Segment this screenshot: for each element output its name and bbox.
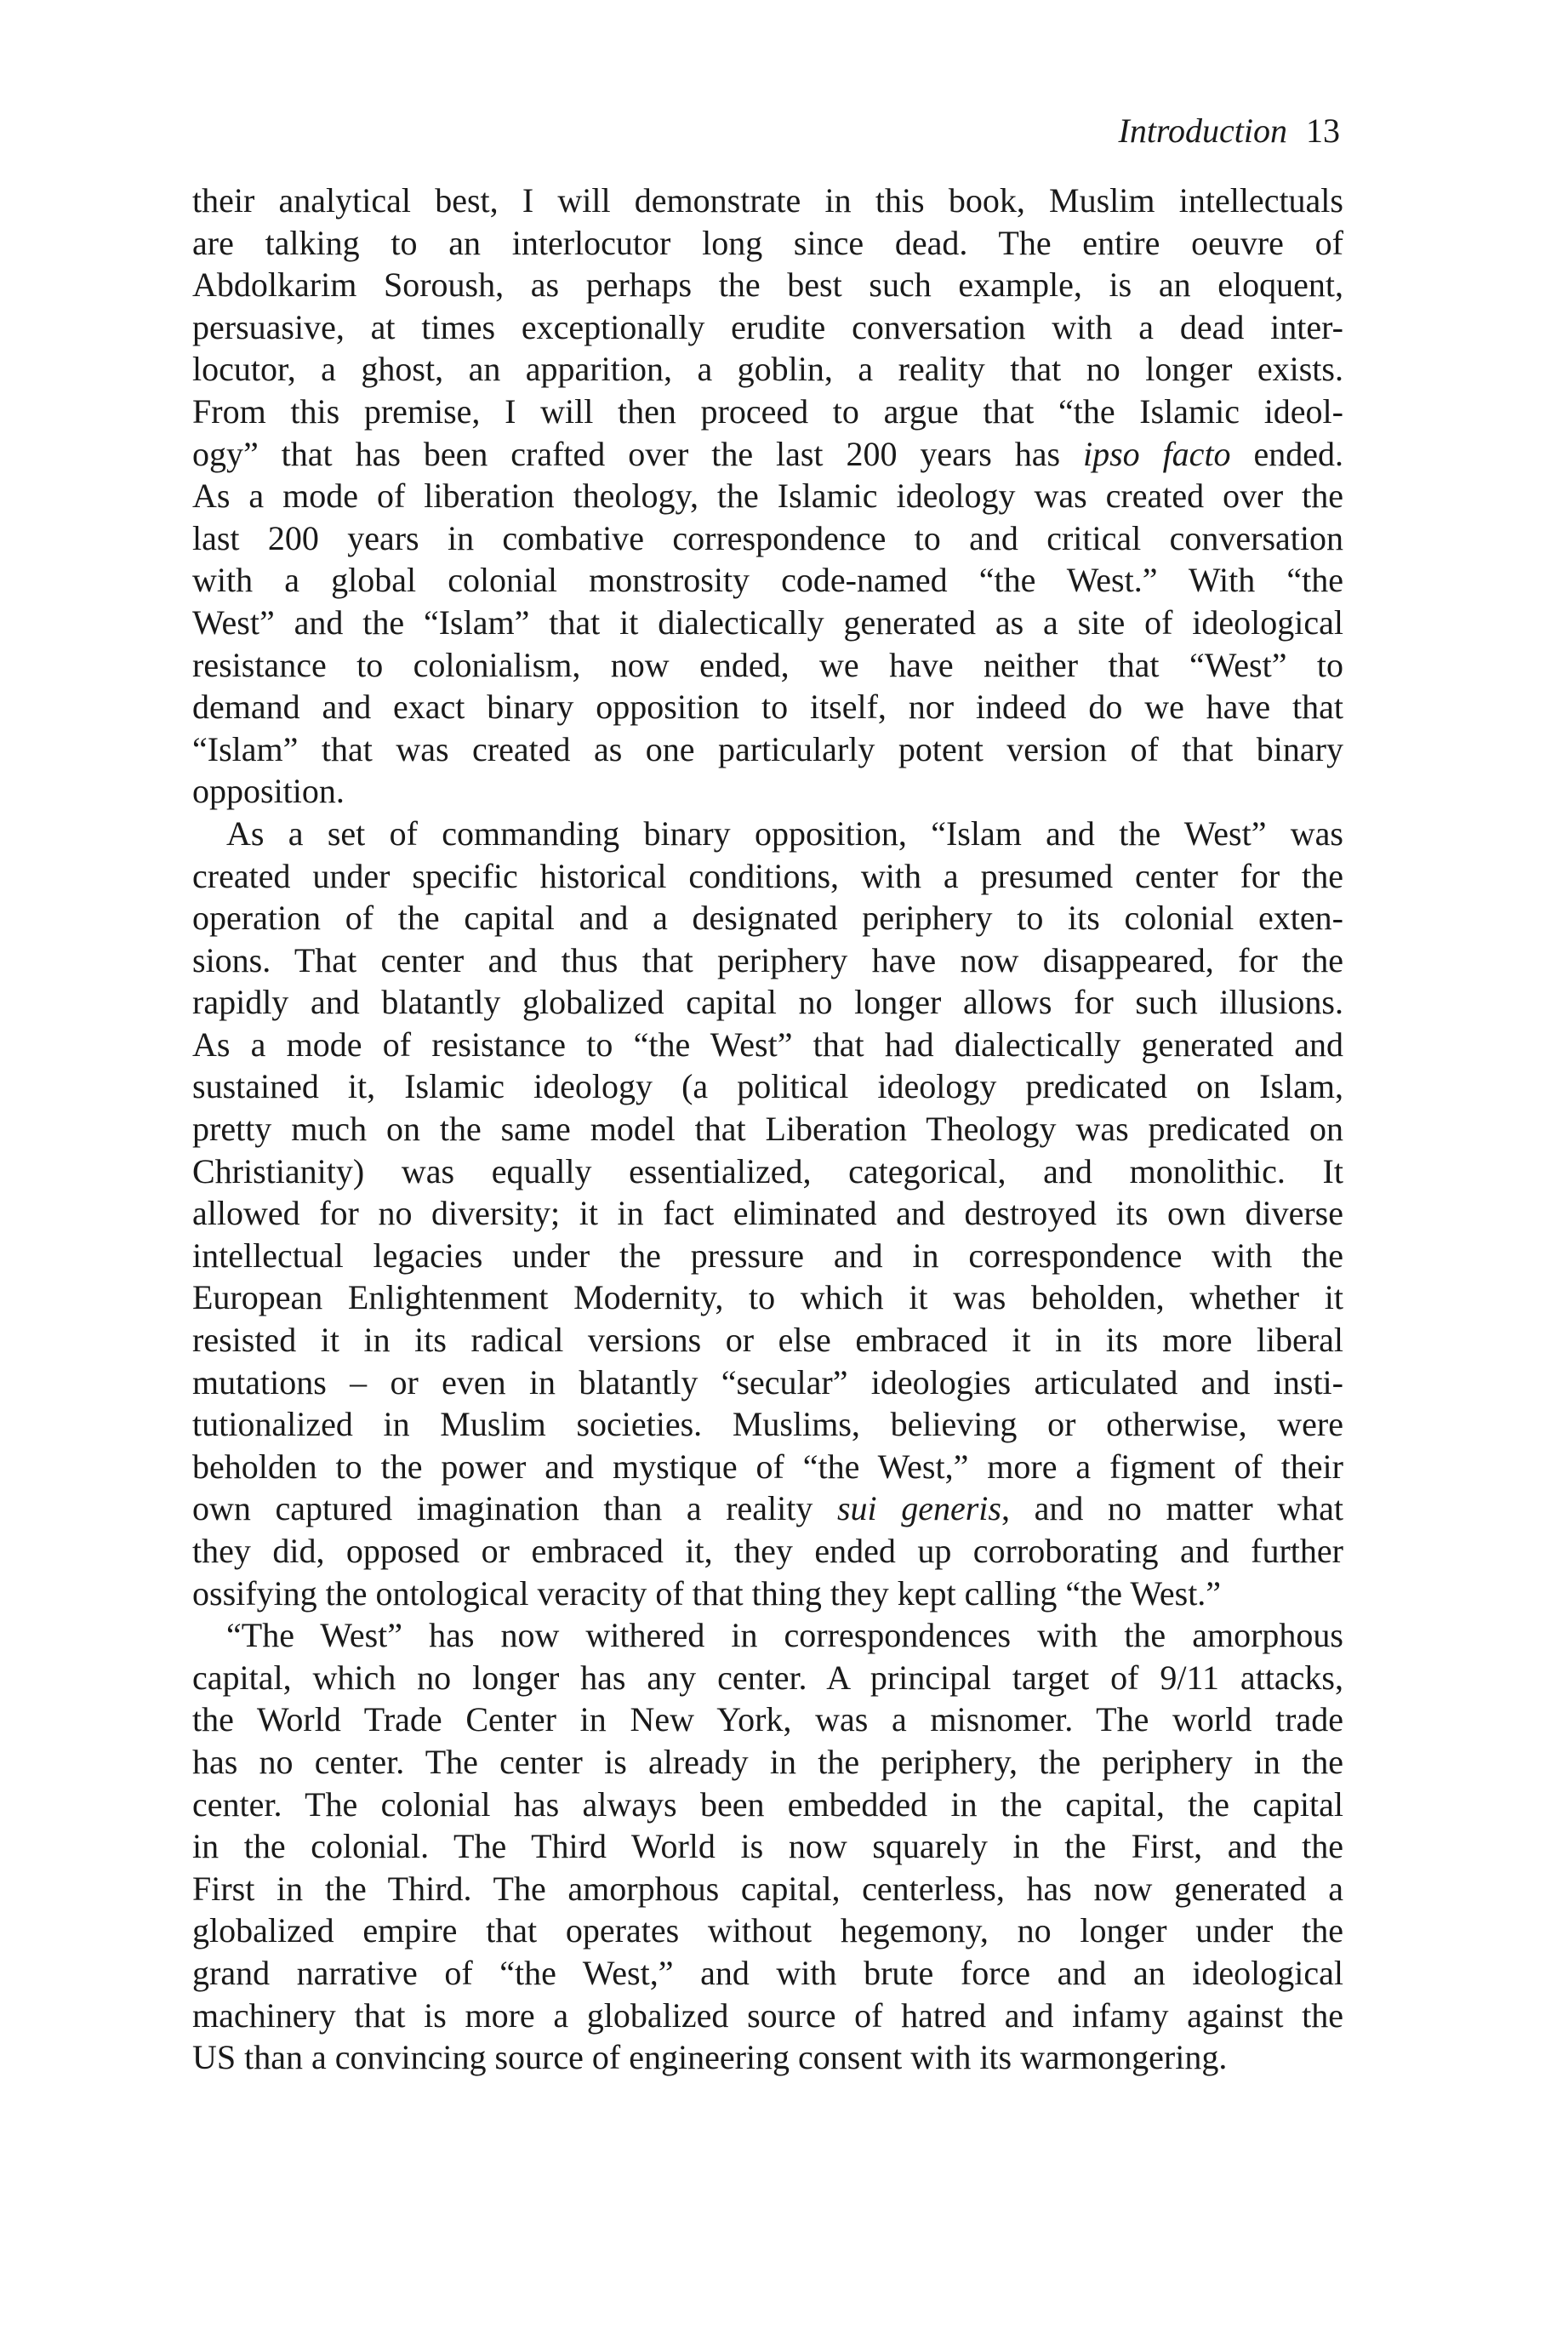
text-line xyxy=(192,1825,1343,1868)
text-line xyxy=(192,1741,1343,1784)
text-segment: beholden to the power and mystique of “the West,” more a figment of their xyxy=(192,1447,1343,1486)
text-line xyxy=(192,1614,1343,1657)
text-line xyxy=(192,1065,1343,1108)
text-segment: sions. That center and thus that periphery have now disappeared, for the xyxy=(192,940,1343,979)
text-segment: intellectual legacies under the pressure and in correspondence with the xyxy=(192,1236,1343,1275)
text-line xyxy=(192,1698,1343,1741)
text-segment: ogy” that has been crafted over the last 200 years has xyxy=(192,434,1083,473)
italic-text: sui generis xyxy=(836,1489,1001,1528)
text-segment: created under specific historical conditions, with a presumed center for the xyxy=(192,856,1343,895)
text-segment: “The West” has now withered in correspondences with the amorphous xyxy=(226,1616,1343,1655)
text-line xyxy=(192,981,1343,1024)
text-segment: with a global colonial monstrosity code-named “the West.” With “the xyxy=(192,561,1343,600)
text-line xyxy=(192,1108,1343,1150)
text-segment: tutionalized in Muslim societies. Muslims, believing or otherwise, were xyxy=(192,1405,1343,1444)
text-segment: US than a convincing source of engineering consent with its warmongering. xyxy=(192,2038,1228,2077)
text-segment: From this premise, I will then proceed to argue that “the Islamic ideol- xyxy=(192,391,1343,431)
text-segment: ended. xyxy=(1230,434,1343,473)
text-line xyxy=(192,348,1343,391)
text-segment: operation of the capital and a designated periphery to its colonial exten- xyxy=(192,899,1343,938)
text-line xyxy=(192,1150,1343,1193)
text-line xyxy=(192,813,1343,855)
text-line xyxy=(192,770,1343,813)
text-segment: are talking to an interlocutor long since dead. The entire oeuvre of xyxy=(192,223,1343,262)
text-segment: , and no matter what xyxy=(1001,1489,1343,1528)
text-segment: “Islam” that was created as one particularly potent version of that binary xyxy=(192,729,1343,768)
text-segment: As a mode of resistance to “the West” that had dialectically generated and xyxy=(192,1025,1343,1064)
text-line xyxy=(192,2036,1343,2079)
text-line xyxy=(192,1362,1343,1404)
text-segment: resisted it in its radical versions or else embraced it in its more liberal xyxy=(192,1321,1343,1360)
text-segment: has no center. The center is already in the periphery, the periphery in the xyxy=(192,1742,1343,1781)
text-segment: West” and the “Islam” that it dialectically generated as a site of ideological xyxy=(192,602,1343,642)
text-line xyxy=(192,1530,1343,1573)
body-text xyxy=(192,180,1343,2079)
text-segment: rapidly and blatantly globalized capital no longer allows for such illusions. xyxy=(192,983,1343,1022)
text-segment: globalized empire that operates without hegemony, no longer under the xyxy=(192,1911,1343,1950)
page-number: 13 xyxy=(1306,111,1340,150)
text-segment: persuasive, at times exceptionally erudite conversation with a dead inter- xyxy=(192,307,1343,346)
text-segment: last 200 years in combative correspondence to and critical conversation xyxy=(192,518,1343,557)
text-segment: center. The colonial has always been embedded in the capital, the capital xyxy=(192,1784,1343,1824)
text-line xyxy=(192,1024,1343,1066)
text-segment: sustained it, Islamic ideology (a political ideology predicated on Islam, xyxy=(192,1067,1343,1106)
text-line xyxy=(192,264,1343,306)
text-line xyxy=(192,1995,1343,2037)
text-line xyxy=(192,391,1343,433)
text-segment: allowed for no diversity; it in fact eliminated and destroyed its own diverse xyxy=(192,1194,1343,1233)
text-line xyxy=(192,1319,1343,1362)
text-segment: ossifying the ontological veracity of that thing they kept calling “the West.” xyxy=(192,1573,1222,1613)
running-head-title: Introduction xyxy=(1118,111,1287,150)
text-line xyxy=(192,1487,1343,1530)
text-line xyxy=(192,1276,1343,1319)
text-line xyxy=(192,602,1343,644)
text-line xyxy=(192,1868,1343,1910)
text-line xyxy=(192,1952,1343,1995)
text-segment: Abdolkarim Soroush, as perhaps the best such example, is an eloquent, xyxy=(192,265,1343,305)
text-line xyxy=(192,559,1343,602)
text-line xyxy=(192,1573,1343,1615)
text-segment: mutations – or even in blatantly “secular” ideologies articulated and insti- xyxy=(192,1362,1343,1401)
text-segment: As a set of commanding binary opposition, “Islam and the West” was xyxy=(226,813,1343,853)
text-line xyxy=(192,939,1343,982)
text-line xyxy=(192,222,1343,265)
text-line xyxy=(192,306,1343,349)
text-line xyxy=(192,1784,1343,1826)
text-line xyxy=(192,1446,1343,1488)
italic-text: ipso facto xyxy=(1082,434,1231,473)
paragraph xyxy=(192,180,1343,813)
text-segment: Christianity) was equally essentialized, categorical, and monolithic. It xyxy=(192,1151,1343,1190)
text-segment: in the colonial. The Third World is now squarely in the First, and the xyxy=(192,1827,1343,1866)
paragraph xyxy=(192,1614,1343,2079)
text-line xyxy=(192,1192,1343,1235)
text-segment: own captured imagination than a reality xyxy=(192,1489,837,1528)
text-line xyxy=(192,1910,1343,1952)
text-segment: they did, opposed or embraced it, they ended up corroborating and further xyxy=(192,1532,1343,1570)
text-segment: resistance to colonialism, now ended, we have neither that “West” to xyxy=(192,645,1343,684)
running-head xyxy=(1119,109,1341,153)
text-segment: capital, which no longer has any center. A principal target of 9/11 attacks, xyxy=(192,1658,1343,1697)
text-segment: their analytical best, I will demonstrate in this book, Muslim intellectuals xyxy=(192,181,1343,220)
text-segment: European Enlightenment Modernity, to which it was beholden, whether it xyxy=(192,1278,1343,1317)
text-segment: machinery that is more a globalized source of hatred and infamy against the xyxy=(192,1995,1343,2035)
text-line xyxy=(192,855,1343,898)
text-segment: First in the Third. The amorphous capital, centerless, has now generated a xyxy=(192,1869,1343,1908)
text-line xyxy=(192,1235,1343,1277)
text-segment: demand and exact binary opposition to itself, nor indeed do we have that xyxy=(192,688,1343,727)
text-line xyxy=(192,686,1343,728)
text-segment: grand narrative of “the West,” and with brute force and an ideological xyxy=(192,1953,1343,1992)
text-line xyxy=(192,644,1343,687)
text-segment: the World Trade Center in New York, was a misnomer. The world trade xyxy=(192,1700,1343,1739)
text-segment: pretty much on the same model that Liberation Theology was predicated on xyxy=(192,1110,1343,1149)
paragraph xyxy=(192,813,1343,1614)
text-segment: As a mode of liberation theology, the Islamic ideology was created over the xyxy=(192,477,1343,516)
text-line xyxy=(192,1657,1343,1699)
text-segment: opposition. xyxy=(192,772,345,811)
text-line xyxy=(192,517,1343,560)
text-segment: locutor, a ghost, an apparition, a goblin, a reality that no longer exists. xyxy=(192,350,1343,389)
text-line xyxy=(192,1403,1343,1446)
text-line xyxy=(192,180,1343,222)
text-line xyxy=(192,728,1343,771)
text-line xyxy=(192,897,1343,939)
text-line xyxy=(192,433,1343,476)
text-line xyxy=(192,475,1343,517)
